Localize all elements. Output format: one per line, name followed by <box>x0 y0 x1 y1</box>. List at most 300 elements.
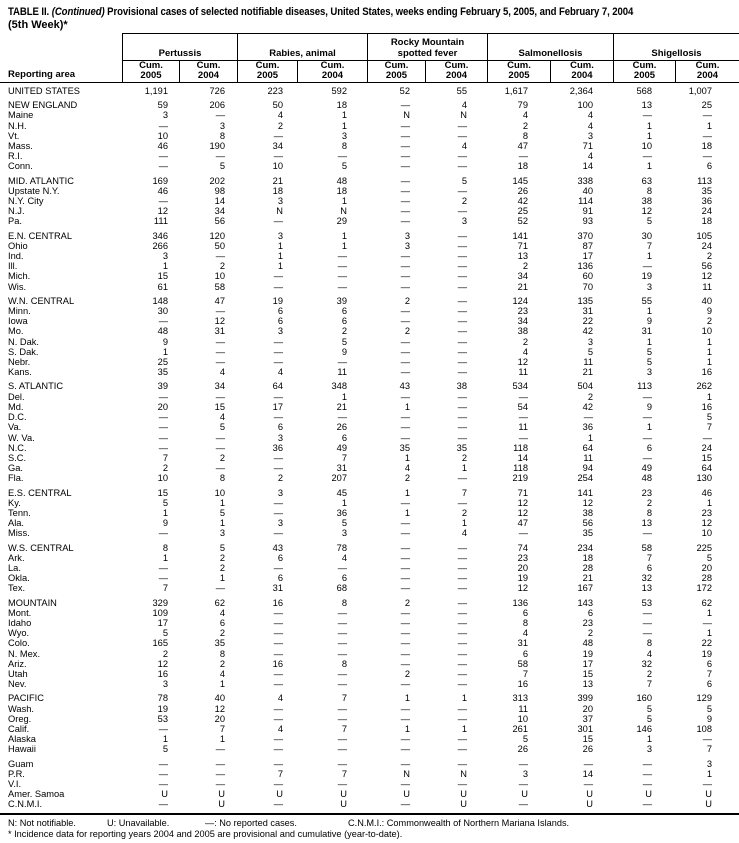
value-cell: — <box>702 432 712 443</box>
value-cell: — <box>158 161 168 172</box>
value-cell: — <box>337 734 347 745</box>
value-cell: 11 <box>583 357 593 368</box>
value-cell: — <box>642 432 652 443</box>
value-cell: 10 <box>272 161 283 172</box>
value-cell: U <box>586 799 593 810</box>
value-cell: 4 <box>461 528 467 539</box>
value-cell: 4 <box>219 367 225 378</box>
table-row <box>0 583 739 593</box>
value-cell: 16 <box>157 668 168 679</box>
footnote-legend-line <box>8 818 739 830</box>
value-cell: 5 <box>646 346 652 357</box>
value-cell: 8 <box>219 473 225 484</box>
value-cell: — <box>457 562 467 573</box>
value-cell: — <box>337 562 347 573</box>
value-cell: — <box>518 412 528 423</box>
value-cell: — <box>457 744 467 755</box>
value-cell: 2 <box>646 497 652 508</box>
value-cell: — <box>273 648 283 659</box>
value-cell: 23 <box>517 306 528 317</box>
reporting-area-cell: Ariz. <box>8 658 27 669</box>
reporting-area-cell: Nebr. <box>8 357 31 368</box>
value-cell: 1,007 <box>688 86 712 96</box>
value-cell: 2 <box>706 316 712 327</box>
value-cell: 26 <box>517 744 528 755</box>
footnote-legend-item: U: Unavailable. <box>107 817 170 828</box>
cum-label: Cum. <box>320 60 345 71</box>
year-label: 2005 <box>508 70 530 81</box>
value-cell: 111 <box>153 216 168 227</box>
value-cell: 4 <box>404 463 410 474</box>
value-cell: 56 <box>582 518 593 529</box>
value-cell: — <box>457 617 467 628</box>
value-cell: 7 <box>646 240 652 251</box>
value-cell: 8 <box>646 507 652 518</box>
year-label: 2005 <box>256 70 279 81</box>
value-cell: 225 <box>696 542 712 553</box>
value-cell: 4 <box>277 723 283 734</box>
reporting-area-cell: Fla. <box>8 473 24 484</box>
value-cell: 6 <box>219 617 225 628</box>
value-cell: — <box>702 110 712 121</box>
value-cell: — <box>400 391 410 402</box>
value-cell: — <box>215 151 225 162</box>
value-cell: 12 <box>517 507 528 518</box>
value-cell: 10 <box>157 473 168 484</box>
value-cell: 50 <box>272 100 283 111</box>
table-row <box>0 337 739 347</box>
value-cell: 58 <box>641 542 652 553</box>
value-cell: 48 <box>157 326 168 337</box>
value-cell: 1 <box>706 336 712 347</box>
value-cell: 7 <box>162 452 168 463</box>
value-cell: — <box>583 412 593 423</box>
column-header-cum-2005 <box>613 61 675 82</box>
value-cell: — <box>642 799 652 810</box>
table-header <box>0 33 739 83</box>
year-label: 2004 <box>321 70 344 81</box>
value-cell: — <box>457 326 467 337</box>
value-cell: 36 <box>272 442 283 453</box>
value-cell: 17 <box>582 658 593 669</box>
value-cell: 3 <box>404 240 410 251</box>
value-cell: — <box>337 251 347 262</box>
title-text: Provisional cases of selected notifiable diseases, United States, weeks ending February 5, 2005, and February 7, 2004 <box>107 6 634 18</box>
value-cell: 34 <box>214 206 225 217</box>
value-cell: U <box>218 789 225 800</box>
table-title <box>0 6 739 31</box>
reporting-area-cell: Ky. <box>8 497 21 508</box>
value-cell: — <box>642 110 652 121</box>
reporting-area-cell: S.C. <box>8 452 27 463</box>
value-cell: 1 <box>341 497 347 508</box>
value-cell: 190 <box>209 141 225 152</box>
value-cell: — <box>457 401 467 412</box>
value-cell: — <box>158 758 168 769</box>
reporting-area-cell: Oreg. <box>8 713 32 724</box>
table-section <box>0 176 739 227</box>
table-row <box>0 347 739 357</box>
value-cell: — <box>273 607 283 618</box>
value-cell: 14 <box>214 196 225 207</box>
value-cell: 36 <box>701 196 712 207</box>
value-cell: 7 <box>706 422 712 433</box>
value-cell: 5 <box>706 552 712 563</box>
value-cell: — <box>337 779 347 789</box>
table-row <box>0 316 739 326</box>
value-cell: — <box>215 768 225 779</box>
value-cell: 11 <box>518 422 528 433</box>
value-cell: 504 <box>577 381 593 392</box>
column-group-rocky-mountain-spotted-fever: Rocky Mountain spotted fever <box>367 33 487 61</box>
value-cell: 8 <box>341 597 347 608</box>
value-cell: 11 <box>702 281 712 292</box>
table-row <box>0 161 739 171</box>
value-cell: — <box>457 668 467 679</box>
value-cell: 4 <box>587 110 593 121</box>
value-cell: — <box>273 216 283 227</box>
value-cell: 348 <box>331 381 347 392</box>
value-cell: — <box>642 412 652 423</box>
column-group-shigellosis: Shigellosis <box>613 33 739 61</box>
value-cell: — <box>518 758 528 769</box>
value-cell: — <box>457 206 467 217</box>
value-cell: — <box>400 120 410 131</box>
value-cell: 62 <box>214 597 225 608</box>
value-cell: 2 <box>277 473 283 484</box>
value-cell: 169 <box>152 175 168 186</box>
value-cell: 7 <box>341 452 347 463</box>
value-cell: — <box>702 779 712 789</box>
value-cell: 18 <box>336 185 347 196</box>
value-cell: — <box>400 151 410 162</box>
value-cell: — <box>215 432 225 443</box>
reporting-area-cell: Ga. <box>8 463 23 474</box>
value-cell: 68 <box>336 583 347 594</box>
value-cell: 6 <box>277 552 283 563</box>
value-cell: 6 <box>522 607 528 618</box>
table-row <box>0 553 739 563</box>
reporting-area-cell: N.Y. City <box>8 196 44 207</box>
value-cell: 64 <box>272 381 283 392</box>
value-cell: — <box>642 452 652 463</box>
value-cell: 10 <box>641 141 652 152</box>
value-cell: — <box>400 251 410 262</box>
value-cell: 2,364 <box>569 86 593 96</box>
value-cell: 17 <box>582 251 593 262</box>
value-cell: 3 <box>646 281 652 292</box>
value-cell: 12 <box>517 583 528 594</box>
value-cell: 70 <box>582 281 593 292</box>
reporting-area-cell: N.J. <box>8 206 25 217</box>
value-cell: 8 <box>162 542 168 553</box>
value-cell: 9 <box>341 346 347 357</box>
table-row <box>0 598 739 608</box>
value-cell: 21 <box>517 281 528 292</box>
value-cell: 1 <box>341 391 347 402</box>
value-cell: 4 <box>522 346 528 357</box>
reporting-area-cell: Colo. <box>8 638 30 649</box>
value-cell: 1 <box>706 357 712 368</box>
value-cell: 15 <box>157 487 168 498</box>
value-cell: 113 <box>697 175 712 186</box>
value-cell: — <box>642 261 652 272</box>
value-cell: 94 <box>582 463 593 474</box>
reporting-area-cell: Ark. <box>8 552 25 563</box>
value-cell: 726 <box>209 86 225 96</box>
value-cell: — <box>457 185 467 196</box>
value-cell: — <box>702 130 712 141</box>
value-cell: 1 <box>404 487 410 498</box>
value-cell: — <box>457 161 467 172</box>
reporting-area-cell: Utah <box>8 668 28 679</box>
value-cell: 12 <box>517 357 528 368</box>
column-header-cum-2005 <box>237 61 297 82</box>
value-cell: — <box>215 779 225 789</box>
value-cell: 23 <box>641 487 652 498</box>
value-cell: — <box>337 758 347 769</box>
value-cell: 13 <box>582 679 593 690</box>
value-cell: — <box>158 442 168 453</box>
value-cell: 11 <box>583 452 593 463</box>
value-cell: 2 <box>404 668 410 679</box>
value-cell: 58 <box>214 281 225 292</box>
value-cell: 3 <box>219 120 225 131</box>
value-cell: 5 <box>341 161 347 172</box>
value-cell: 36 <box>582 422 593 433</box>
value-cell: 6 <box>646 562 652 573</box>
title-line-1 <box>8 6 739 19</box>
value-cell: 3 <box>461 216 467 227</box>
value-cell: 3 <box>341 528 347 539</box>
reporting-area-cell: Conn. <box>8 161 33 172</box>
value-cell: — <box>400 316 410 327</box>
value-cell: 1 <box>706 628 712 639</box>
table-row <box>0 271 739 281</box>
reporting-area-cell: Alaska <box>8 734 36 745</box>
value-cell: — <box>337 261 347 272</box>
value-cell: 1,191 <box>144 86 168 96</box>
value-cell: 118 <box>513 442 528 453</box>
value-cell: — <box>337 679 347 690</box>
value-cell: — <box>400 346 410 357</box>
value-cell: U <box>460 789 467 800</box>
reporting-area-cell: E.S. CENTRAL <box>8 487 72 498</box>
value-cell: 4 <box>587 151 593 162</box>
reporting-area-cell: Del. <box>8 391 25 402</box>
value-cell: — <box>273 734 283 745</box>
value-cell: — <box>273 412 283 423</box>
value-cell: 141 <box>512 230 528 241</box>
value-cell: — <box>457 607 467 618</box>
reporting-area-cell: P.R. <box>8 768 25 779</box>
value-cell: U <box>705 799 712 810</box>
value-cell: — <box>158 391 168 402</box>
value-cell: 3 <box>341 130 347 141</box>
value-cell: 35 <box>582 528 593 539</box>
reporting-area-cell: UNITED STATES <box>8 86 80 96</box>
value-cell: 3 <box>277 230 283 241</box>
value-cell: — <box>215 463 225 474</box>
value-cell: — <box>273 346 283 357</box>
column-header-cum-2004 <box>297 61 367 82</box>
header-spacer <box>0 33 122 61</box>
reporting-area-cell: Wis. <box>8 281 27 292</box>
value-cell: 3 <box>706 758 712 769</box>
value-cell: 8 <box>341 141 347 152</box>
footnote-legend-item: N: Not notifiable. <box>8 817 76 828</box>
table-row <box>0 453 739 463</box>
value-cell: — <box>158 120 168 131</box>
value-cell: 64 <box>701 463 712 474</box>
reporting-area-cell: N.C. <box>8 442 27 453</box>
column-group-salmonellosis: Salmonellosis <box>487 33 613 61</box>
table-row <box>0 196 739 206</box>
value-cell: 7 <box>341 723 347 734</box>
value-cell: 12 <box>214 316 225 327</box>
value-cell: 2 <box>461 452 467 463</box>
value-cell: 12 <box>701 518 712 529</box>
value-cell: 34 <box>214 381 225 392</box>
value-cell: 35 <box>456 442 467 453</box>
header-group-row <box>0 33 739 61</box>
value-cell: 20 <box>214 713 225 724</box>
value-cell: — <box>400 422 410 433</box>
value-cell: — <box>400 758 410 769</box>
value-cell: 1 <box>341 240 347 251</box>
value-cell: 9 <box>162 518 168 529</box>
value-cell: 34 <box>517 316 528 327</box>
table-row <box>0 402 739 412</box>
value-cell: 207 <box>331 473 347 484</box>
table-body <box>0 83 739 815</box>
value-cell: 20 <box>701 562 712 573</box>
table-row <box>0 669 739 679</box>
table-row <box>0 693 739 703</box>
value-cell: 42 <box>582 326 593 337</box>
value-cell: 172 <box>696 583 712 594</box>
value-cell: 10 <box>214 487 225 498</box>
value-cell: — <box>273 130 283 141</box>
value-cell: 31 <box>214 326 225 337</box>
value-cell: 10 <box>157 130 168 141</box>
value-cell: 3 <box>277 432 283 443</box>
table-section <box>0 488 739 539</box>
value-cell: 11 <box>518 703 528 714</box>
column-header-cum-2005 <box>367 61 425 82</box>
value-cell: 6 <box>706 161 712 172</box>
value-cell: U <box>218 799 225 810</box>
value-cell: 346 <box>152 230 168 241</box>
value-cell: 5 <box>646 216 652 227</box>
value-cell: — <box>400 542 410 553</box>
table-row <box>0 618 739 628</box>
reporting-area-cell: Ill. <box>8 261 18 272</box>
value-cell: 4 <box>646 648 652 659</box>
reporting-area-cell: NEW ENGLAND <box>8 100 78 111</box>
value-cell: — <box>273 452 283 463</box>
value-cell: 3 <box>219 528 225 539</box>
column-group-rabies-animal: Rabies, animal <box>237 33 367 61</box>
value-cell: 26 <box>582 744 593 755</box>
value-cell: 6 <box>277 422 283 433</box>
value-cell: 136 <box>577 261 593 272</box>
year-label: 2004 <box>696 70 719 81</box>
value-cell: 6 <box>341 432 347 443</box>
value-cell: 2 <box>404 326 410 337</box>
value-cell: 113 <box>637 381 652 392</box>
table-row <box>0 296 739 306</box>
value-cell: 35 <box>214 638 225 649</box>
value-cell: — <box>273 463 283 474</box>
value-cell: 9 <box>706 306 712 317</box>
table-section <box>0 598 739 690</box>
reporting-area-cell: Minn. <box>8 306 31 317</box>
value-cell: U <box>276 789 283 800</box>
value-cell: — <box>457 713 467 724</box>
value-cell: — <box>400 141 410 152</box>
value-cell: 40 <box>701 295 712 306</box>
table-row <box>0 306 739 316</box>
value-cell: 3 <box>587 130 593 141</box>
value-cell: 202 <box>209 175 225 186</box>
value-cell: 5 <box>162 628 168 639</box>
title-week-line: (5th Week)* <box>8 18 68 31</box>
value-cell: 5 <box>341 518 347 529</box>
reporting-area-cell: N. Dak. <box>8 336 39 347</box>
value-cell: 38 <box>641 196 652 207</box>
value-cell: — <box>400 412 410 423</box>
value-cell: — <box>702 617 712 628</box>
value-cell: 47 <box>517 518 528 529</box>
value-cell: 7 <box>341 768 347 779</box>
reporting-area-cell: Tex. <box>8 583 26 594</box>
year-label: 2004 <box>571 70 593 81</box>
value-cell: 8 <box>522 130 528 141</box>
value-cell: 1 <box>219 679 225 690</box>
value-cell: 19 <box>641 271 652 282</box>
value-cell: 87 <box>582 240 593 251</box>
value-cell: 129 <box>696 693 712 704</box>
value-cell: 26 <box>336 422 347 433</box>
table-row <box>0 799 739 809</box>
value-cell: 1 <box>646 422 652 433</box>
value-cell: — <box>457 261 467 272</box>
value-cell: 5 <box>219 507 225 518</box>
value-cell: 55 <box>456 86 467 96</box>
table-section <box>0 86 739 96</box>
table-row <box>0 518 739 528</box>
value-cell: 1 <box>404 723 410 734</box>
value-cell: 4 <box>461 141 467 152</box>
column-group-pertussis: Pertussis <box>122 33 237 61</box>
value-cell: — <box>158 779 168 789</box>
value-cell: 5 <box>646 703 652 714</box>
reporting-area-cell: Idaho <box>8 617 32 628</box>
value-cell: 1 <box>404 693 410 704</box>
value-cell: — <box>702 734 712 745</box>
column-header-cum-2005 <box>122 61 179 82</box>
table-row <box>0 628 739 638</box>
value-cell: 16 <box>272 658 283 669</box>
value-cell: — <box>518 151 528 162</box>
value-cell: 219 <box>512 473 528 484</box>
value-cell: 78 <box>157 693 168 704</box>
value-cell: — <box>400 367 410 378</box>
value-cell: 31 <box>336 463 347 474</box>
value-cell: 4 <box>219 668 225 679</box>
value-cell: — <box>457 422 467 433</box>
